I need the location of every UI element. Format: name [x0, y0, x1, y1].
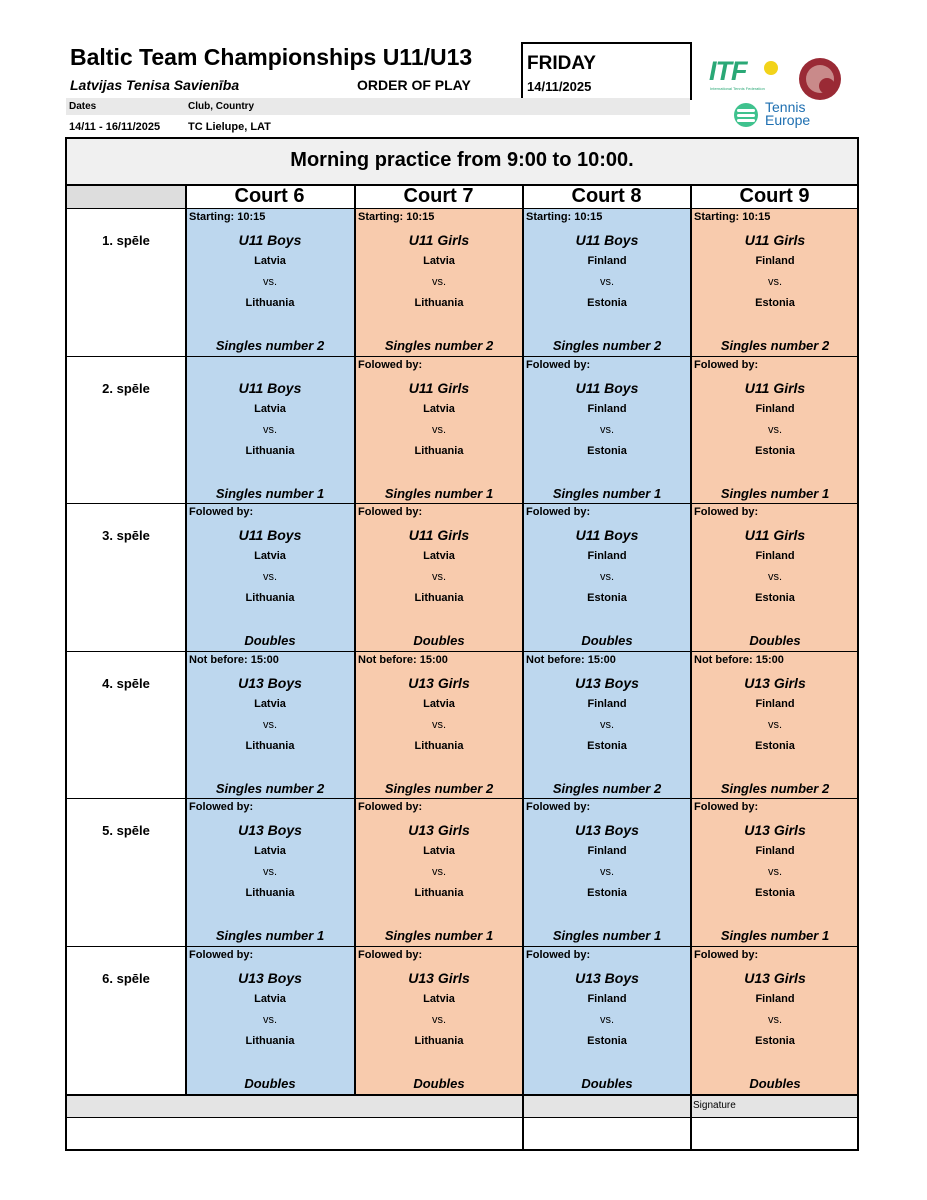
cell-category: U13 Boys: [575, 822, 639, 838]
cell-category: U11 Boys: [238, 232, 302, 248]
cell-vs: vs.: [431, 424, 447, 436]
cell-match-type: Singles number 1: [720, 928, 830, 943]
match-label: 4. spēle: [102, 676, 150, 691]
cell-team-home: Latvia: [423, 993, 455, 1005]
cell-match-type: Singles number 1: [720, 486, 830, 501]
itf-logo-text: ITF: [709, 56, 747, 86]
court-header-6: Court 6: [186, 185, 353, 208]
tennis-europe-mark-icon: [734, 103, 758, 127]
cell-timing: Folowed by:: [358, 949, 423, 961]
club-value: TC Lielupe, LAT: [188, 121, 271, 133]
tennis-europe-logo: [734, 100, 829, 130]
court-header-7: Court 7: [355, 185, 522, 208]
cell-match-type: Singles number 1: [215, 486, 325, 501]
tennis-ball-icon: [764, 61, 778, 75]
cell-team-home: Latvia: [254, 550, 286, 562]
cell-category: U11 Girls: [744, 380, 806, 396]
cell-category: U13 Boys: [238, 970, 302, 986]
day-box: [521, 42, 692, 100]
cell-vs: vs.: [431, 719, 447, 731]
cell-team-away: Estonia: [755, 740, 795, 752]
cell-team-home: Finland: [755, 403, 795, 415]
day-label: FRIDAY: [527, 53, 596, 74]
cell-team-away: Lithuania: [245, 297, 295, 309]
cell-timing: Starting: 10:15: [189, 211, 266, 223]
cell-timing: Starting: 10:15: [526, 211, 603, 223]
cell-match-type: Singles number 2: [215, 781, 325, 796]
cell-team-home: Finland: [587, 845, 627, 857]
cell-team-home: Finland: [755, 993, 795, 1005]
cell-team-home: Latvia: [423, 255, 455, 267]
cell-timing: Not before: 15:00: [189, 654, 279, 666]
cell-team-away: Estonia: [587, 740, 627, 752]
cell-match-type: Doubles: [244, 1076, 296, 1091]
dates-value: 14/11 - 16/11/2025: [69, 121, 161, 133]
cell-vs: vs.: [599, 276, 615, 288]
cell-vs: vs.: [262, 719, 278, 731]
organizer-name: Latvijas Tenisa Savienība: [70, 77, 240, 93]
cell-category: U11 Girls: [744, 527, 806, 543]
cell-team-home: Finland: [587, 550, 627, 562]
tennis-europe-text-2: Europe: [765, 112, 811, 128]
match-label: 1. spēle: [102, 233, 150, 248]
cell-match-type: Singles number 1: [384, 486, 494, 501]
cell-match-type: Singles number 2: [215, 338, 325, 353]
cell-category: U11 Boys: [575, 527, 639, 543]
cell-team-home: Latvia: [254, 403, 286, 415]
cell-team-home: Finland: [755, 698, 795, 710]
cell-vs: vs.: [599, 866, 615, 878]
cell-timing: Starting: 10:15: [694, 211, 771, 223]
cell-timing: Folowed by:: [526, 949, 591, 961]
cell-vs: vs.: [262, 276, 278, 288]
cell-team-home: Latvia: [254, 255, 286, 267]
cell-vs: vs.: [262, 866, 278, 878]
page-title: Baltic Team Championships U11/U13: [70, 44, 473, 70]
cell-vs: vs.: [767, 276, 783, 288]
cell-timing: Folowed by:: [189, 506, 254, 518]
cell-team-home: Latvia: [254, 845, 286, 857]
cell-vs: vs.: [262, 571, 278, 583]
cell-category: U13 Girls: [408, 822, 470, 838]
cell-team-away: Estonia: [587, 1035, 627, 1047]
cell-team-home: Latvia: [423, 403, 455, 415]
practice-banner-text: Morning practice from 9:00 to 10:00.: [290, 149, 634, 171]
cell-team-away: Estonia: [755, 445, 795, 457]
cell-category: U13 Girls: [408, 970, 470, 986]
cell-vs: vs.: [431, 1014, 447, 1026]
cell-team-away: Lithuania: [414, 445, 464, 457]
cell-team-home: Latvia: [254, 993, 286, 1005]
cell-category: U13 Boys: [575, 970, 639, 986]
cell-vs: vs.: [767, 1014, 783, 1026]
court-header-9: Court 9: [691, 185, 858, 208]
cell-timing: Folowed by:: [694, 801, 759, 813]
cell-timing: Not before: 15:00: [694, 654, 784, 666]
cell-team-home: Latvia: [423, 550, 455, 562]
cell-category: U13 Girls: [744, 822, 806, 838]
cell-timing: Folowed by:: [189, 949, 254, 961]
cell-vs: vs.: [599, 1014, 615, 1026]
cell-vs: vs.: [599, 424, 615, 436]
cell-team-home: Finland: [587, 698, 627, 710]
itf-logo: [709, 56, 779, 96]
cell-match-type: Singles number 2: [552, 338, 662, 353]
cell-vs: vs.: [767, 424, 783, 436]
cell-team-away: Lithuania: [414, 592, 464, 604]
cell-team-home: Finland: [755, 255, 795, 267]
lts-seal-logo: [799, 58, 841, 100]
cell-team-away: Estonia: [587, 297, 627, 309]
cell-match-type: Singles number 1: [215, 928, 325, 943]
itf-logo-subtitle: International Tennis Federation: [710, 86, 765, 91]
cell-team-away: Lithuania: [414, 1035, 464, 1047]
cell-vs: vs.: [599, 719, 615, 731]
cell-vs: vs.: [431, 276, 447, 288]
cell-match-type: Singles number 1: [552, 486, 662, 501]
cell-match-type: Doubles: [413, 633, 465, 648]
cell-team-away: Estonia: [755, 592, 795, 604]
cell-timing: Folowed by:: [526, 801, 591, 813]
cell-timing: Folowed by:: [358, 506, 423, 518]
cell-timing: Folowed by:: [358, 801, 423, 813]
cell-match-type: Singles number 1: [384, 928, 494, 943]
cell-category: U13 Girls: [408, 675, 470, 691]
schedule-frame: [65, 137, 859, 1151]
cell-timing: Not before: 15:00: [526, 654, 616, 666]
cell-timing: Folowed by:: [189, 801, 254, 813]
dates-label: Dates: [69, 101, 97, 112]
cell-team-home: Finland: [587, 255, 627, 267]
cell-team-home: Finland: [587, 993, 627, 1005]
cell-category: U11 Girls: [408, 232, 470, 248]
cell-category: U11 Boys: [238, 527, 302, 543]
cell-team-away: Estonia: [755, 1035, 795, 1047]
info-header-row: [66, 98, 690, 115]
cell-team-home: Latvia: [423, 845, 455, 857]
cell-vs: vs.: [262, 424, 278, 436]
cell-category: U11 Boys: [575, 380, 639, 396]
cell-timing: Folowed by:: [358, 359, 423, 371]
match-label: 2. spēle: [102, 381, 150, 396]
cell-match-type: Singles number 2: [384, 338, 494, 353]
cell-match-type: Singles number 2: [720, 338, 830, 353]
cell-category: U13 Girls: [744, 970, 806, 986]
cell-vs: vs.: [599, 571, 615, 583]
cell-category: U13 Boys: [575, 675, 639, 691]
cell-match-type: Singles number 2: [552, 781, 662, 796]
match-label: 6. spēle: [102, 971, 150, 986]
cell-timing: Folowed by:: [694, 949, 759, 961]
cell-team-away: Lithuania: [245, 887, 295, 899]
cell-team-away: Estonia: [755, 887, 795, 899]
cell-timing: Folowed by:: [526, 506, 591, 518]
cell-team-away: Lithuania: [245, 445, 295, 457]
cell-team-away: Estonia: [587, 592, 627, 604]
cell-category: U11 Girls: [408, 380, 470, 396]
cell-team-away: Estonia: [587, 887, 627, 899]
cell-timing: Folowed by:: [694, 359, 759, 371]
cell-team-home: Finland: [755, 845, 795, 857]
cell-vs: vs.: [431, 866, 447, 878]
club-label: Club, Country: [188, 101, 255, 112]
cell-vs: vs.: [767, 719, 783, 731]
cell-team-home: Latvia: [254, 698, 286, 710]
cell-match-type: Doubles: [581, 633, 633, 648]
cell-team-away: Estonia: [587, 445, 627, 457]
cell-vs: vs.: [767, 571, 783, 583]
cell-timing: Starting: 10:15: [358, 211, 435, 223]
cell-match-type: Doubles: [413, 1076, 465, 1091]
cell-match-type: Doubles: [749, 633, 801, 648]
cell-team-home: Finland: [587, 403, 627, 415]
cell-timing: Not before: 15:00: [358, 654, 448, 666]
cell-category: U13 Girls: [744, 675, 806, 691]
order-of-play-label: ORDER OF PLAY: [357, 77, 471, 93]
cell-team-away: Lithuania: [414, 887, 464, 899]
match-label: 5. spēle: [102, 823, 150, 838]
cell-team-home: Latvia: [423, 698, 455, 710]
cell-team-away: Lithuania: [245, 1035, 295, 1047]
cell-team-away: Lithuania: [245, 740, 295, 752]
cell-match-type: Doubles: [581, 1076, 633, 1091]
cell-team-away: Lithuania: [245, 592, 295, 604]
signature-label: Signature: [693, 1100, 736, 1111]
cell-match-type: Singles number 2: [720, 781, 830, 796]
cell-match-type: Doubles: [244, 633, 296, 648]
cell-category: U11 Boys: [238, 380, 302, 396]
cell-category: U13 Boys: [238, 822, 302, 838]
date-label: 14/11/2025: [527, 79, 592, 94]
cell-category: U13 Boys: [238, 675, 302, 691]
cell-vs: vs.: [262, 1014, 278, 1026]
cell-team-away: Lithuania: [414, 297, 464, 309]
cell-vs: vs.: [767, 866, 783, 878]
cell-category: U11 Boys: [575, 232, 639, 248]
court-header-8: Court 8: [523, 185, 690, 208]
match-label: 3. spēle: [102, 528, 150, 543]
cell-team-away: Estonia: [755, 297, 795, 309]
cell-category: U11 Girls: [744, 232, 806, 248]
cell-timing: Folowed by:: [526, 359, 591, 371]
cell-match-type: Doubles: [749, 1076, 801, 1091]
cell-team-away: Lithuania: [414, 740, 464, 752]
tennis-europe-text-1: Tennis: [765, 99, 806, 115]
cell-match-type: Singles number 2: [384, 781, 494, 796]
cell-timing: Folowed by:: [694, 506, 759, 518]
cell-team-home: Finland: [755, 550, 795, 562]
cell-category: U11 Girls: [408, 527, 470, 543]
cell-match-type: Singles number 1: [552, 928, 662, 943]
cell-vs: vs.: [431, 571, 447, 583]
